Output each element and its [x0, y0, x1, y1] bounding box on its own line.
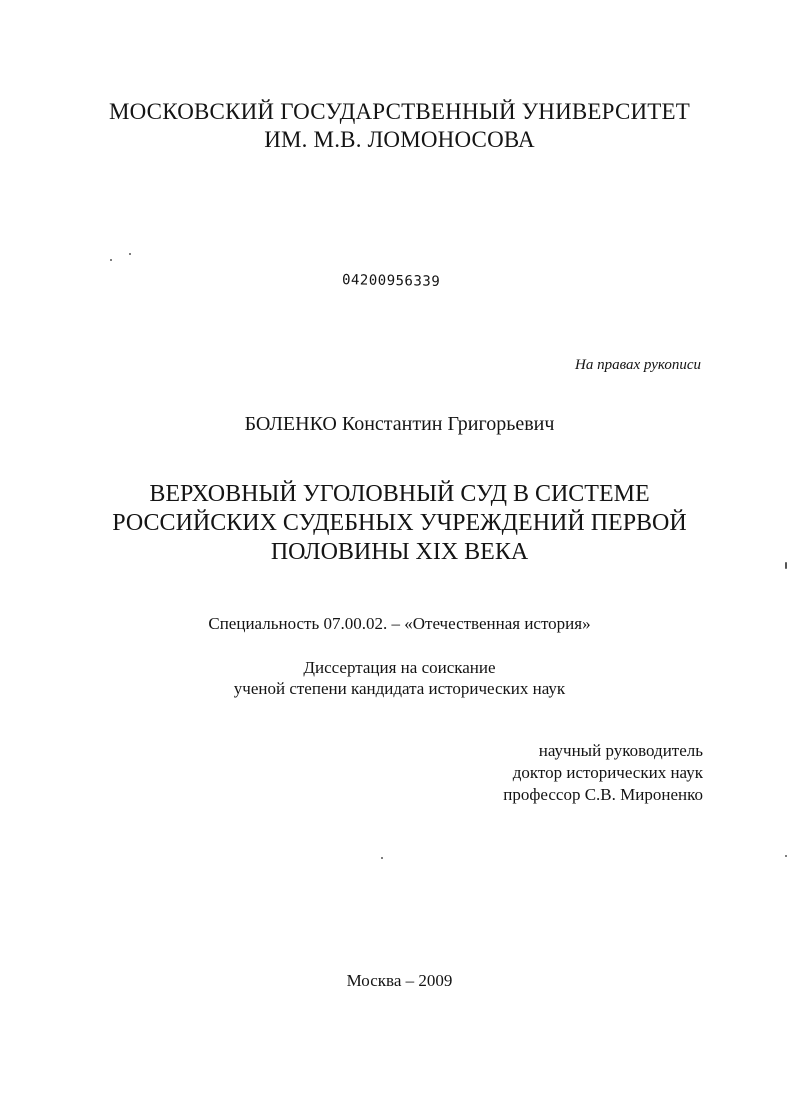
title-line: ВЕРХОВНЫЙ УГОЛОВНЫЙ СУД В СИСТЕМЕ	[149, 481, 650, 507]
author-name: БОЛЕНКО Константин Григорьевич	[244, 413, 555, 435]
degree-line: Диссертация на соискание	[303, 658, 496, 677]
rights-note: На правах рукописи	[575, 357, 701, 373]
title-line: ПОЛОВИНЫ XIX ВЕКА	[270, 539, 529, 565]
advisor-name: профессор С.В. Мироненко	[503, 785, 703, 804]
degree-line: ученой степени кандидата исторических наук	[233, 679, 566, 698]
scan-speck	[785, 855, 787, 857]
scan-speck	[110, 259, 112, 261]
university-name: МОСКОВСКИЙ ГОСУДАРСТВЕННЫЙ УНИВЕРСИТЕТ	[108, 99, 691, 124]
advisor-role: научный руководитель	[538, 741, 703, 760]
scientific-advisor	[503, 740, 703, 806]
registration-code: 04200956339	[341, 272, 441, 290]
dissertation-title	[0, 480, 799, 567]
university-header	[0, 98, 799, 154]
advisor-degree: доктор исторических наук	[512, 763, 703, 782]
scan-speck	[129, 253, 131, 255]
dissertation-degree	[0, 657, 799, 699]
specialty: Специальность 07.00.02. – «Отечественная история»	[208, 614, 591, 633]
university-named-after: ИМ. М.В. ЛОМОНОСОВА	[264, 127, 535, 152]
city-year: Москва – 2009	[346, 971, 453, 990]
scan-speck	[381, 857, 383, 859]
title-line: РОССИЙСКИХ СУДЕБНЫХ УЧРЕЖДЕНИЙ ПЕРВОЙ	[112, 510, 687, 536]
scan-speck	[785, 562, 787, 569]
